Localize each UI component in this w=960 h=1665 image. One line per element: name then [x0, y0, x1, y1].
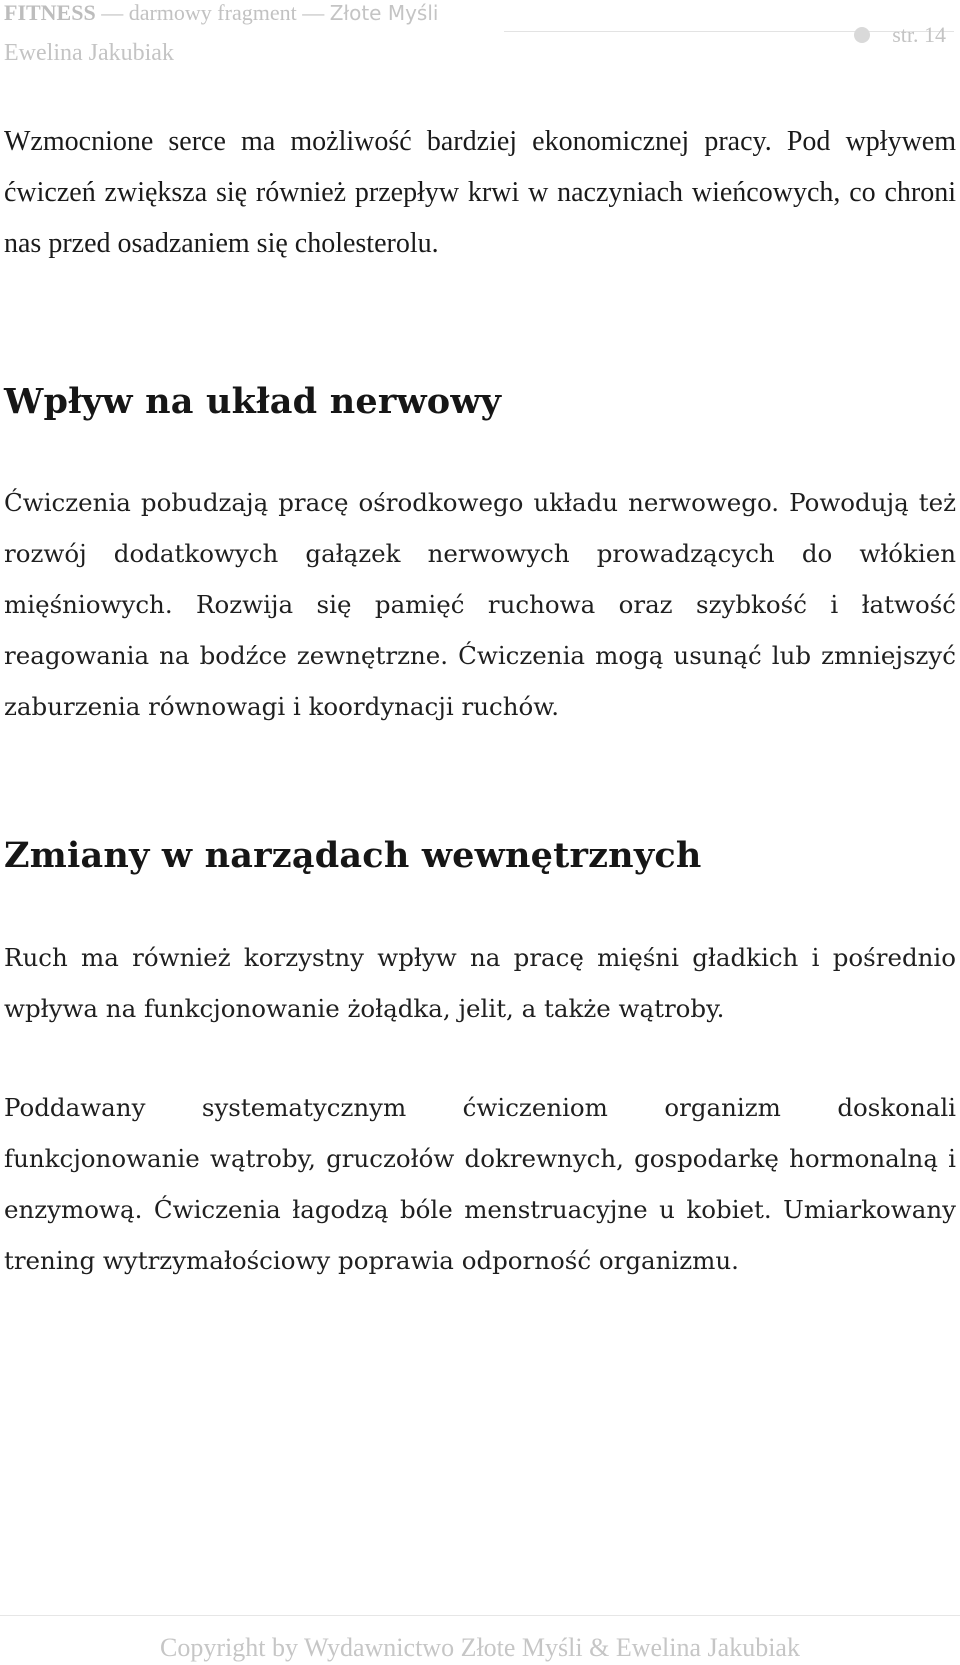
paragraph-smooth-muscles: Ruch ma również korzystny wpływ na pracę mięśni gładkich i pośrednio wpływa na funkcjonowanie żołądka, jelit, a także wątroby.: [4, 943, 956, 1023]
heading-nervous-system: Wpływ na układ nerwowy: [4, 381, 502, 422]
page-content: [4, 116, 956, 1286]
paragraph-organism: Poddawany systematycznym ćwiczeniom organizm doskonali funkcjonowanie wątroby, gruczołów dokrewnych, gospodarkę hormonalną i enzymową. Ćwiczenia łagodzą bóle menstruacyjne u kobiet. Umiarkowany trening wytrzymałościowy poprawia odporność organizmu.: [4, 1093, 956, 1275]
header-dash-2: —: [302, 0, 325, 25]
paragraph-heart: Wzmocnione serce ma możliwość bardziej ekonomicznej pracy. Pod wpływem ćwiczeń zwiększa się również przepływ krwi w naczyniach wieńcowych, co chroni nas przed osadzaniem się cholesterolu.: [4, 126, 956, 259]
page-header: [4, 0, 954, 70]
header-brand: FITNESS: [4, 0, 96, 25]
heading-internal-organs: Zmiany w narządach wewnętrznych: [4, 835, 702, 876]
header-publisher: Złote Myśli: [329, 1, 439, 25]
footer-rule: [0, 1615, 960, 1616]
page-number: [854, 22, 946, 48]
page-footer: [0, 1615, 960, 1665]
header-author: Ewelina Jakubiak: [4, 40, 174, 66]
footer-copyright: Copyright by Wydawnictwo Złote Myśli & Ewelina Jakubiak: [160, 1633, 800, 1662]
header-title-line: [4, 0, 438, 26]
page-number-label: str. 14: [892, 22, 946, 47]
header-fragment: darmowy fragment: [128, 0, 297, 25]
paragraph-nervous-system: Ćwiczenia pobudzają pracę ośrodkowego układu nerwowego. Powodują też rozwój dodatkowych gałązek nerwowych prowadzących do włókien mięśniowych. Rozwija się pamięć ruchowa oraz szybkość i łatwość reagowania na bodźce zewnętrzne. Ćwiczenia mogą usunąć lub zmniejszyć zaburzenia równowagi i koordynacji ruchów.: [4, 488, 956, 721]
header-dash: —: [101, 0, 124, 25]
bullet-dot-icon: [854, 27, 870, 43]
